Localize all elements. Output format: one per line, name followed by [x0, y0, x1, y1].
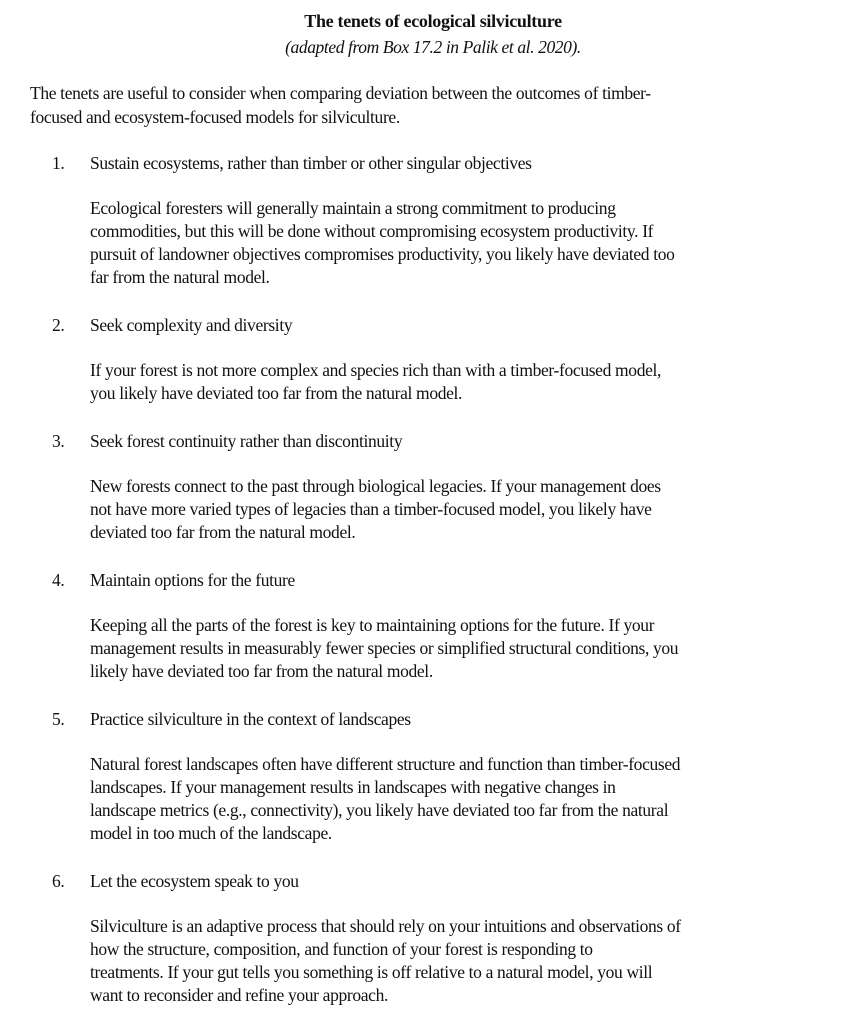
tenet-number: 3. — [52, 431, 65, 451]
tenet-body-line: treatments. If your gut tells you something is off relative to a natural model, you will — [90, 961, 653, 982]
tenet-number: 1. — [52, 153, 65, 173]
tenet-body-line: Natural forest landscapes often have different structure and function than timber-focused — [90, 753, 681, 774]
tenet-heading: Sustain ecosystems, rather than timber or other singular objectives — [90, 153, 532, 173]
intro-paragraph — [30, 82, 810, 129]
tenet-body — [90, 915, 832, 1008]
document-title: The tenets of ecological silviculture — [304, 11, 562, 31]
tenet-item — [52, 314, 832, 405]
tenet-body — [90, 197, 832, 290]
tenet-number: 5. — [52, 709, 65, 729]
tenet-body-line: you likely have deviated too far from the natural model. — [90, 382, 463, 403]
tenet-body-line: Keeping all the parts of the forest is key to maintaining options for the future. If your — [90, 614, 655, 635]
document-subtitle: (adapted from Box 17.2 in Palik et al. 2020). — [285, 37, 581, 57]
tenet-body-line: how the structure, composition, and function of your forest is responding to — [90, 938, 593, 959]
tenet-number: 4. — [52, 570, 65, 590]
tenet-body-line: management results in measurably fewer species or simplified structural conditions, you — [90, 637, 679, 658]
tenet-item — [52, 152, 832, 289]
tenet-body — [90, 753, 832, 846]
tenet-body-line: likely have deviated too far from the natural model. — [90, 660, 433, 681]
tenet-item — [52, 870, 832, 1007]
tenet-heading: Practice silviculture in the context of landscapes — [90, 709, 411, 729]
intro-line: focused and ecosystem-focused models for silviculture. — [30, 106, 400, 127]
tenet-item — [52, 430, 832, 544]
tenet-body-line: Ecological foresters will generally maintain a strong commitment to producing — [90, 197, 616, 218]
tenet-item — [52, 569, 832, 683]
tenet-body — [90, 359, 832, 405]
tenet-number: 6. — [52, 871, 65, 891]
tenet-body-line: If your forest is not more complex and species rich than with a timber-focused model, — [90, 359, 662, 380]
tenet-body-line: landscape metrics (e.g., connectivity), you likely have deviated too far from the natural — [90, 799, 669, 820]
tenet-body-line: landscapes. If your management results in landscapes with negative changes in — [90, 776, 616, 797]
tenet-body — [90, 614, 832, 684]
tenet-number: 2. — [52, 315, 65, 335]
tenet-body — [90, 475, 832, 545]
tenet-heading: Let the ecosystem speak to you — [90, 871, 299, 891]
tenet-body-line: far from the natural model. — [90, 267, 270, 288]
tenet-body-line: want to reconsider and refine your approach. — [90, 985, 389, 1006]
tenet-body-line: not have more varied types of legacies than a timber-focused model, you likely have — [90, 498, 652, 519]
tenet-body-line: commodities, but this will be done without compromising ecosystem productivity. If — [90, 220, 654, 241]
tenet-heading: Maintain options for the future — [90, 570, 295, 590]
tenet-body-line: New forests connect to the past through biological legacies. If your management does — [90, 475, 661, 496]
tenet-item — [52, 708, 832, 845]
tenet-body-line: Silviculture is an adaptive process that should rely on your intuitions and observations of — [90, 915, 681, 936]
tenet-heading: Seek forest continuity rather than discontinuity — [90, 431, 403, 451]
tenet-body-line: pursuit of landowner objectives compromises productivity, you likely have deviated too — [90, 243, 675, 264]
intro-line: The tenets are useful to consider when comparing deviation between the outcomes of timber- — [30, 83, 651, 103]
tenet-heading: Seek complexity and diversity — [90, 315, 293, 335]
tenet-body-line: deviated too far from the natural model. — [90, 521, 356, 542]
tenet-body-line: model in too much of the landscape. — [90, 823, 332, 844]
